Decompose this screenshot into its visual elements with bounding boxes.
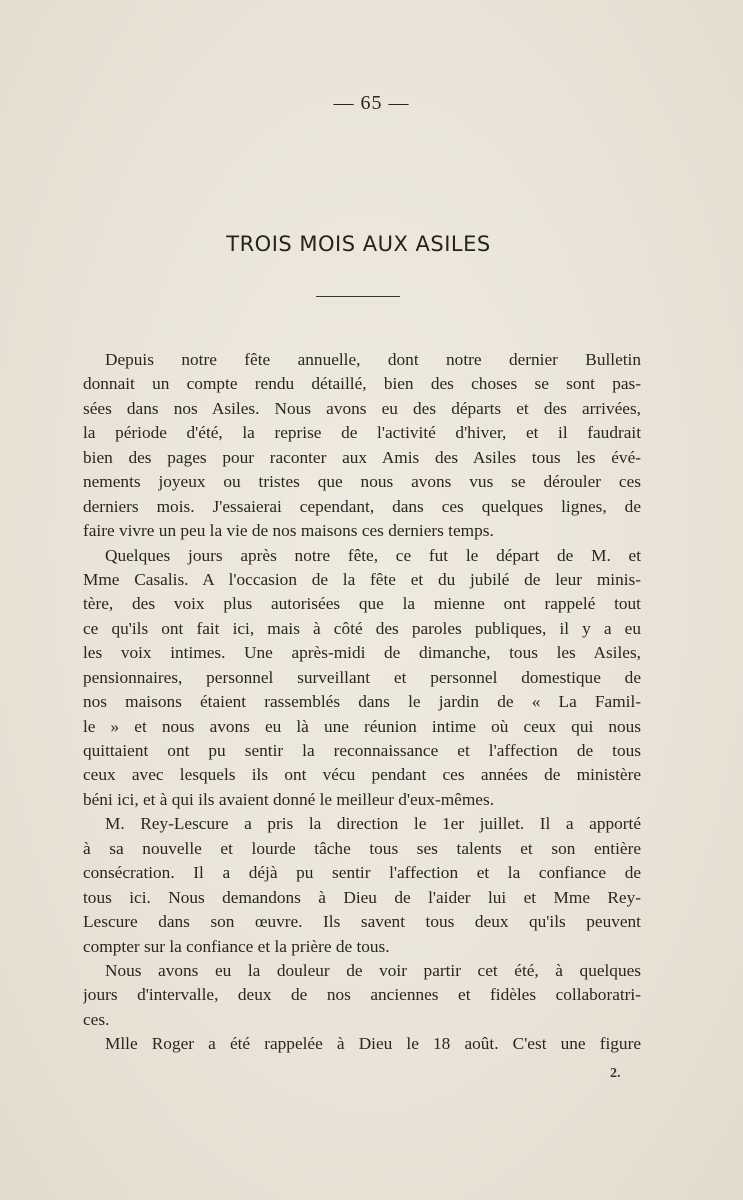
text-line: sées dans nos Asiles. Nous avons eu des départs et des arrivées, (83, 398, 641, 418)
text-line: derniers mois. J'essaierai cependant, dans ces quelques lignes, de (83, 496, 641, 516)
text-line: consécration. Il a déjà pu sentir l'affection et la confiance de (83, 863, 641, 883)
text-line: quittaient ont pu sentir la reconnaissance et l'affection de tous (83, 741, 641, 760)
text-line: le » et nous avons eu là une réunion intime où ceux qui nous (83, 716, 641, 736)
text-line: Nous avons eu la douleur de voir partir cet été, à quelques (105, 960, 641, 980)
body-text (83, 348, 641, 1057)
text-line: ceux avec lesquels ils ont vécu pendant ces années de ministère (83, 765, 641, 785)
text-line: Mlle Roger a été rappelée à Dieu le 18 août. C'est une figure (105, 1034, 641, 1054)
text-line: béni ici, et à qui ils avaient donné le meilleur d'eux-mêmes. (83, 789, 495, 809)
text-line: M. Rey-Lescure a pris la direction le 1er juillet. Il a apporté (105, 814, 641, 834)
text-line: jours d'intervalle, deux de nos anciennes et fidèles collaboratri- (83, 985, 641, 1005)
text-line: les voix intimes. Une après-midi de dimanche, tous les Asiles, (83, 643, 641, 663)
text-line: compter sur la confiance et la prière de tous. (83, 936, 390, 956)
text-line: Lescure dans son œuvre. Ils savent tous deux qu'ils peuvent (83, 912, 641, 932)
text-line: Depuis notre fête annuelle, dont notre dernier Bulletin (105, 350, 641, 369)
signature-mark: 2. (610, 1066, 621, 1081)
text-line: donnait un compte rendu détaillé, bien des choses se sont pas- (83, 374, 641, 394)
text-line: à sa nouvelle et lourde tâche tous ses talents et son entière (83, 838, 641, 858)
text-line: nements joyeux ou tristes que nous avons vus se dérouler ces (83, 472, 641, 492)
text-line: ce qu'ils ont fait ici, mais à côté des paroles publiques, il y a eu (83, 618, 641, 638)
text-line: Mme Casalis. A l'occasion de la fête et du jubilé de leur minis- (83, 569, 641, 589)
text-line: Quelques jours après notre fête, ce fut le départ de M. et (105, 545, 641, 565)
text-line: bien des pages pour raconter aux Amis des Asiles tous les évé- (83, 447, 641, 467)
text-line: tère, des voix plus autorisées que la mienne ont rappelé tout (83, 594, 641, 614)
text-line: faire vivre un peu la vie de nos maisons ces derniers temps. (83, 521, 494, 541)
page-number: — 65 — (333, 92, 410, 114)
text-line: nos maisons étaient rassemblés dans le jardin de « La Famil- (83, 692, 641, 712)
title-divider (316, 296, 400, 297)
chapter-title: TROIS MOIS AUX ASILES (226, 232, 491, 256)
text-line: tous ici. Nous demandons à Dieu de l'aider lui et Mme Rey- (83, 887, 641, 907)
text-line: pensionnaires, personnel surveillant et personnel domestique de (83, 667, 641, 687)
text-line: la période d'été, la reprise de l'activité d'hiver, et il faudrait (83, 423, 641, 443)
text-line: ces. (83, 1009, 110, 1029)
